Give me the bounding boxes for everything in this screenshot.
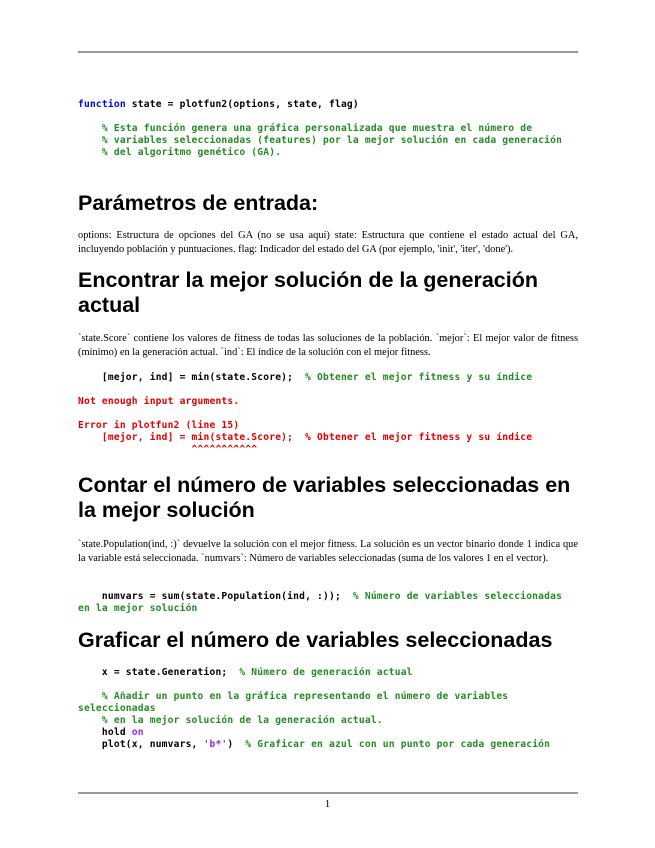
section-heading-parametros: Parámetros de entrada:: [78, 191, 319, 215]
code-block-numvars: [78, 591, 578, 615]
error-location: Error in plotfun2 (line 15): [78, 420, 240, 431]
comment-line: % variables seleccionadas (features) por la mejor solución en cada generación: [78, 135, 563, 146]
section-paragraph-parametros: options: Estructura de opciones del GA (no se usa aquí) state: Estructura que contiene el estado actual del GA, incluyendo población y puntuaciones. flag: Indicador del estado del GA (por ejemplo, 'init', 'iter', 'done').: [78, 230, 578, 255]
code-plot-call: plot(x, numvars,: [78, 739, 204, 750]
section-paragraph-contar-variables: `state.Population(ind, :)` devuelve la solución con el mejor fitness. La solución es un vector binario donde 1 indica que la variable está seleccionada. `numvars`: Número de variables seleccionadas (suma de los valores 1 en el vector).: [78, 539, 578, 564]
code-block-min-score: [78, 372, 578, 456]
code-statement: x = state.Generation;: [78, 667, 240, 678]
section-heading-contar-variables: Contar el número de variables seleccionadas en la mejor solución: [78, 473, 571, 522]
error-caret: ^^^^^^^^^^^: [78, 444, 258, 455]
code-plot-close: ): [227, 739, 246, 750]
error-code-line: [mejor, ind] = min(state.Score); % Obtener el mejor fitness y su índice: [78, 432, 533, 443]
code-comment: % Número de variables seleccionadas en la mejor solución: [78, 591, 569, 614]
error-message: Not enough input arguments.: [78, 396, 240, 407]
function-signature: state = plotfun2(options, state, flag): [125, 99, 359, 110]
comment-line: % en la mejor solución de la generación actual.: [78, 715, 383, 726]
section-paragraph-mejor-solucion: `state.Score` contiene los valores de fitness de todas las soluciones de la población. `mejor`: El mejor valor de fitness (mínimo) en la generación actual. `ind`: El índice de la solución con el mejor fitness.: [78, 333, 578, 358]
code-statement: [mejor, ind] = min(state.Score);: [78, 372, 306, 383]
footer-rule: [78, 792, 578, 794]
code-hold: hold: [78, 727, 132, 738]
comment-line: % Añadir un punto en la gráfica representando el número de variables seleccionadas: [78, 691, 515, 714]
code-on-keyword: on: [131, 727, 144, 738]
section-heading-mejor-solucion: Encontrar la mejor solución de la generación actual: [78, 268, 538, 317]
code-statement: numvars = sum(state.Population(ind, :));: [78, 591, 353, 602]
code-comment: % Obtener el mejor fitness y su índice: [305, 372, 533, 383]
page-number: 1: [324, 798, 331, 810]
comment-line: % del algoritmo genético (GA).: [78, 147, 282, 158]
section-heading-graficar: Graficar el número de variables seleccionadas: [78, 628, 553, 652]
comment-line: % Esta función genera una gráfica personalizada que muestra el número de: [78, 123, 533, 134]
code-string: 'b*': [203, 739, 228, 750]
function-keyword: function: [78, 99, 126, 110]
header-rule: [78, 51, 578, 53]
code-block-function-header: [78, 99, 578, 159]
code-comment: % Graficar en azul con un punto por cada generación: [245, 739, 551, 750]
code-comment: % Número de generación actual: [239, 667, 413, 678]
code-block-plot: [78, 667, 578, 751]
